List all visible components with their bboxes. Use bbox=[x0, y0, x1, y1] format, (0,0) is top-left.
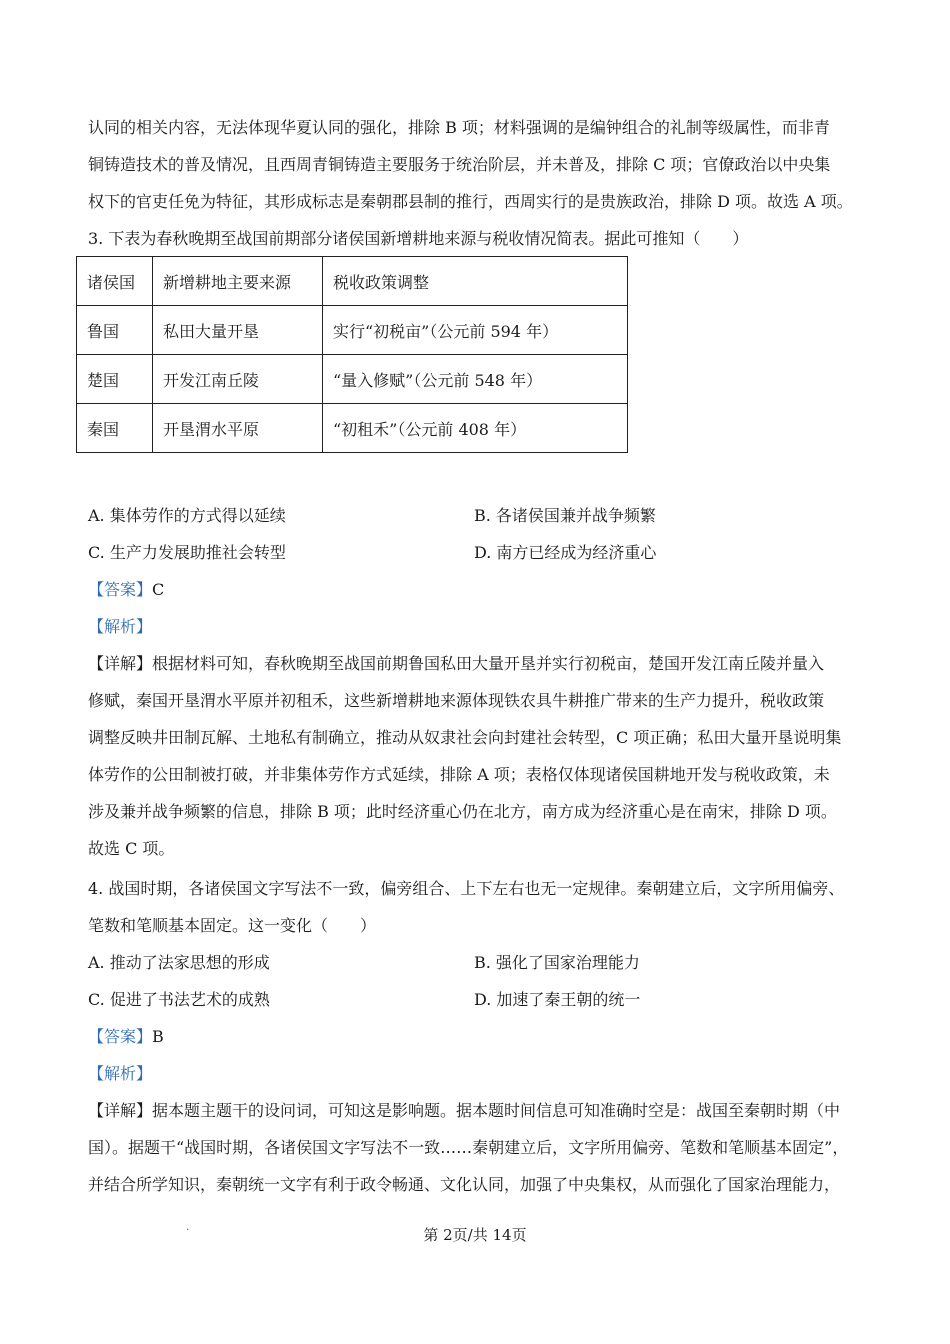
q4-option-a: A. 推动了法家思想的形成 bbox=[88, 953, 270, 972]
answer-value: B bbox=[152, 1027, 164, 1046]
table-cell: 鲁国 bbox=[77, 306, 153, 355]
q3-table bbox=[76, 256, 628, 453]
page-number: 第 2页/共 14页 bbox=[423, 1226, 527, 1244]
q3-stem: 3. 下表为春秋晚期至战国前期部分诸侯国新增耕地来源与税收情况简表。据此可推知（ ） bbox=[88, 229, 749, 248]
q3-option-b: B. 各诸侯国兼并战争频繁 bbox=[474, 506, 656, 525]
q3-detail-line-1 bbox=[88, 654, 824, 674]
q4-analysis-tag bbox=[88, 1064, 152, 1084]
table-header-cell: 税收政策调整 bbox=[323, 257, 628, 306]
answer-tag: 【答案】 bbox=[88, 1027, 153, 1046]
q4-stem-line-1: 4. 战国时期，各诸侯国文字写法不一致，偏旁组合、上下左右也无一定规律。秦朝建立后，文字所用偏旁、 bbox=[88, 879, 845, 898]
q4-stem-line-2: 笔数和笔顺基本固定。这一变化（ ） bbox=[88, 916, 377, 935]
q3-option-d: D. 南方已经成为经济重心 bbox=[474, 543, 657, 562]
q3-detail-line-5: 涉及兼并战争频繁的信息，排除 B 项；此时经济重心仍在北方，南方成为经济重心是在南宋，排除 D 项。 bbox=[88, 802, 837, 821]
q3-option-c: C. 生产力发展助推社会转型 bbox=[88, 543, 286, 562]
table-cell: “初租禾”（公元前 408 年） bbox=[323, 404, 628, 453]
q3-detail-line-2: 修赋，秦国开垦渭水平原并初租禾，这些新增耕地来源体现铁农具牛耕推广带来的生产力提升，税收政策 bbox=[88, 691, 825, 710]
intro-line-1: 认同的相关内容，无法体现华夏认同的强化，排除 B 项；材料强调的是编钟组合的礼制等级属性，而非青 bbox=[88, 118, 830, 137]
table-row bbox=[77, 306, 628, 355]
table-cell: 秦国 bbox=[77, 404, 153, 453]
q3-detail-line-4: 体劳作的公田制被打破，并非集体劳作方式延续，排除 A 项；表格仅体现诸侯国耕地开发与税收政策，未 bbox=[88, 765, 830, 784]
q4-detail-line-3: 并结合所学知识，秦朝统一文字有利于政令畅通、文化认同，加强了中央集权，从而强化了国家治理能力， bbox=[88, 1175, 841, 1194]
table-row bbox=[77, 404, 628, 453]
detail-tag: 【详解】 bbox=[88, 654, 153, 673]
q3-analysis-tag bbox=[88, 617, 152, 637]
table-cell: 实行“初税亩”（公元前 594 年） bbox=[323, 306, 628, 355]
intro-line-2: 铜铸造技术的普及情况，且西周青铜铸造主要服务于统治阶层，并未普及，排除 C 项；官僚政治以中央集 bbox=[88, 155, 831, 174]
intro-line-3: 权下的官吏任免为特征，其形成标志是秦朝郡县制的推行，西周实行的是贵族政治，排除 D 项。故选 A 项。 bbox=[88, 192, 853, 211]
analysis-tag: 【解析】 bbox=[88, 617, 153, 636]
q4-detail-line-2: 国）。据题干“战国时期，各诸侯国文字写法不一致……秦朝建立后，文字所用偏旁、笔数和笔顺基本固定”， bbox=[88, 1138, 849, 1157]
answer-value: C bbox=[152, 580, 165, 599]
analysis-tag: 【解析】 bbox=[88, 1064, 153, 1083]
table-header-row bbox=[77, 257, 628, 306]
q4-detail-line-1 bbox=[88, 1101, 840, 1121]
table-row bbox=[77, 355, 628, 404]
q4-option-d: D. 加速了秦王朝的统一 bbox=[474, 990, 641, 1009]
q4-answer bbox=[88, 1027, 164, 1047]
q3-answer bbox=[88, 580, 164, 600]
answer-tag: 【答案】 bbox=[88, 580, 153, 599]
table-header-cell: 新增耕地主要来源 bbox=[153, 257, 323, 306]
detail-tag: 【详解】 bbox=[88, 1101, 153, 1120]
q3-detail-line-6: 故选 C 项。 bbox=[88, 839, 175, 858]
table-cell: 开垦渭水平原 bbox=[153, 404, 323, 453]
q4-option-c: C. 促进了书法艺术的成熟 bbox=[88, 990, 270, 1009]
table-cell: 开发江南丘陵 bbox=[153, 355, 323, 404]
table-header-cell: 诸侯国 bbox=[77, 257, 153, 306]
footer-mark: . bbox=[186, 1222, 190, 1233]
q4-option-b: B. 强化了国家治理能力 bbox=[474, 953, 640, 972]
table-cell: 楚国 bbox=[77, 355, 153, 404]
detail-text: 根据材料可知，春秋晚期至战国前期鲁国私田大量开垦并实行初税亩，楚国开发江南丘陵并量入 bbox=[152, 654, 825, 673]
detail-text: 据本题主题干的设问词，可知这是影响题。据本题时间信息可知准确时空是：战国至秦朝时期（中 bbox=[152, 1101, 841, 1120]
table-cell: 私田大量开垦 bbox=[153, 306, 323, 355]
q3-detail-line-3: 调整反映井田制瓦解、土地私有制确立，推动从奴隶社会向封建社会转型，C 项正确；私田大量开垦说明集 bbox=[88, 728, 842, 747]
q3-option-a: A. 集体劳作的方式得以延续 bbox=[88, 506, 286, 525]
table-cell: “量入修赋”（公元前 548 年） bbox=[323, 355, 628, 404]
